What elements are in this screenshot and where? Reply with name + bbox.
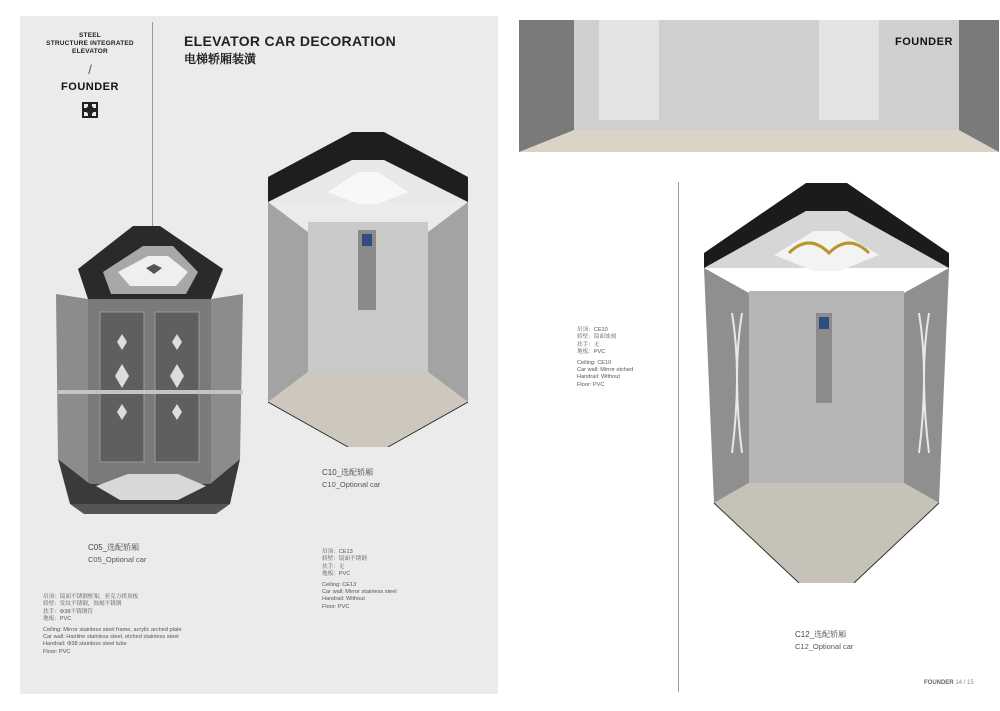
spec-line: 扶手：无 — [322, 563, 345, 570]
car-c05-illustration — [48, 224, 248, 524]
spec-line: Handrail: Without — [322, 596, 365, 603]
spec-line: Car wall: Hairline stainless steel, etched stainless steel — [43, 634, 179, 641]
car-c10-caption-en: C10_Optional car — [322, 480, 381, 489]
spec-line: 吊顶：CE10 — [577, 327, 608, 333]
car-c12-caption-zh: C12_选配轿厢 — [795, 630, 847, 639]
spec-line: 扶手：无 — [577, 341, 600, 348]
spec-line: Car wall: Mirror stainless steel — [322, 589, 397, 596]
divider-vertical-right — [678, 182, 679, 692]
spec-line: 地板：PVC — [43, 616, 72, 623]
spec-line: 地板：PVC — [322, 571, 351, 578]
brand-tagline-1: STEEL — [79, 32, 101, 39]
brand-tagline-3: ELEVATOR — [72, 48, 108, 55]
car-c12-spec — [577, 327, 633, 389]
car-c12-caption-en: C12_Optional car — [795, 642, 854, 651]
spec-line: 轿壁：发纹不锈钢，蚀刻不锈钢 — [43, 601, 122, 608]
car-c05-caption-zh: C05_选配轿厢 — [88, 543, 140, 552]
brand-block — [30, 32, 150, 126]
brand-slash: / — [88, 62, 92, 77]
spec-line: 地板：PVC — [577, 349, 606, 356]
spec-line: Floor: PVC — [43, 648, 71, 655]
divider-vertical-left — [152, 22, 153, 232]
spec-line: Handrail: Φ38 stainless steel tube — [43, 641, 127, 648]
spec-line: Ceiling: Mirror stainless steel frame, acrylic arched plate — [43, 626, 182, 633]
spec-line: 扶手：Φ38不锈钢管 — [43, 608, 93, 615]
page-title-zh: 电梯轿厢装潢 — [184, 52, 257, 66]
page-title-en: ELEVATOR CAR DECORATION — [184, 33, 396, 49]
brand-name: FOUNDER — [61, 81, 119, 93]
spec-line: Ceiling: CE13 — [322, 581, 357, 588]
spec-line: 吊顶：镜面不锈钢框架，亚克力拱顶板 — [43, 594, 139, 600]
car-c12-illustration — [704, 183, 949, 583]
spec-line: Ceiling: CE10 — [577, 359, 612, 366]
spec-line: 吊顶：CE13 — [322, 549, 353, 555]
car-c05-caption-en: C05_Optional car — [88, 555, 147, 564]
spec-line: 轿壁：镜面蚀刻 — [577, 334, 617, 341]
spec-line: Floor: PVC — [577, 381, 605, 388]
car-c10-illustration — [268, 132, 468, 447]
page-numbers: 14 / 15 — [955, 680, 974, 686]
spec-line: Floor: PVC — [322, 603, 350, 610]
car-c10-caption-zh: C10_选配轿厢 — [322, 468, 374, 477]
car-c05-spec — [43, 594, 182, 656]
spec-line: 轿壁：镜面不锈钢 — [322, 556, 367, 563]
brand-knot-icon — [79, 99, 101, 121]
brand-tagline-2: STRUCTURE INTEGRATED — [46, 40, 134, 47]
car-c10-spec — [322, 549, 397, 611]
footer-brand: FOUNDER — [924, 680, 954, 686]
spec-line: Car wall: Mirror etched — [577, 367, 634, 374]
brand-name-right: FOUNDER — [895, 36, 953, 48]
page-footer — [924, 680, 974, 686]
spec-line: Handrail: Without — [577, 374, 620, 381]
